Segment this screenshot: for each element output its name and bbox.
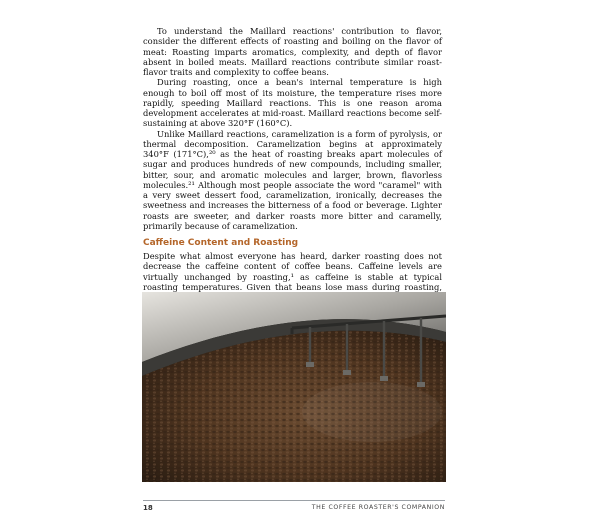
page-number: 18	[143, 504, 153, 512]
paragraph-caffeine: Despite what almost everyone has heard, darker roasting does not decrease the caffeine content of coffee beans. Caffeine levels are virtually unchanged by roasting,¹ as caffeine is stable at typical roasting temperatures. Given that beans lose mass during roasting,	[143, 251, 442, 292]
page-footer	[143, 500, 445, 515]
paragraph-caramelization: Unlike Maillard reactions, caramelization is a form of pyrolysis, or thermal decomposition. Caramelization begins at approximately 340°F (171°C),²⁰ as the heat of roasting breaks apart molecules of sugar and produces hundreds of new compounds, including smaller, bitter, sour, and aromatic molecules and larger, brown, flavorless molecules.²¹ Although most people associate the word "caramel" with a very sweet dessert food, caramelization, ironically, decreases the sweetness and increases the bitterness of a food or beverage. Lighter roasts are sweeter, and darker roasts more bitter and caramelly, primarily because of caramelization.	[143, 128, 442, 231]
paragraph-maillard-flavor: To understand the Maillard reactions' contribution to flavor, consider the different effects of roasting and boiling on the flavor of meat: Roasting imparts aromatics, complexity, and depth of flavor absent in boiled meats. Maillard reactions contribute similar roast-flavor traits and complexity to coffee beans.	[143, 26, 442, 77]
coffee-roaster-cooling-tray-photo	[142, 292, 446, 482]
text-column	[143, 26, 442, 333]
running-head: THE COFFEE ROASTER'S COMPANION	[311, 504, 445, 511]
coffee-roaster-photo	[142, 292, 446, 482]
section-heading: Caffeine Content and Roasting	[143, 238, 299, 248]
paragraph-roasting-temperature: During roasting, once a bean's internal temperature is high enough to boil off most of its moisture, the temperature rises more rapidly, speeding Maillard reactions. This is one reason aroma development accelerates at mid-roast. Maillard reactions become self-sustaining at above 320°F (160°C).	[143, 77, 442, 129]
